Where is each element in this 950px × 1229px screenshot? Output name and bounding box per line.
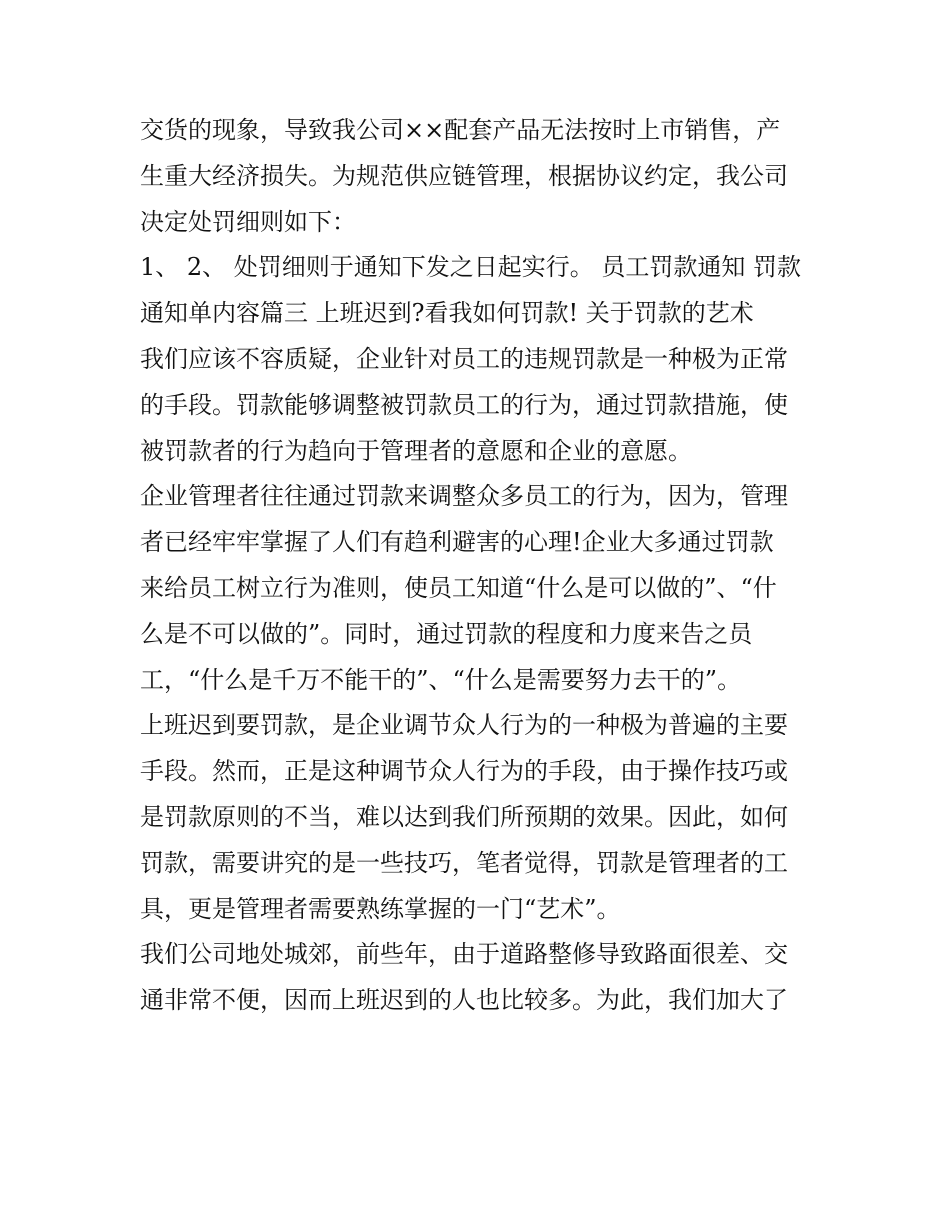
text-line: 手段。然而，正是这种调节众人行为的手段，由于操作技巧或 <box>140 757 788 786</box>
text-line: 我们应该不容质疑，企业针对员工的违规罚款是一种极为正常 <box>140 344 788 373</box>
text-line: 者已经牢牢掌握了人们有趋利避害的心理!企业大多通过罚款 <box>140 528 774 557</box>
text-line: 通知单内容篇三 上班迟到?看我如何罚款! 关于罚款的艺术 <box>140 299 754 328</box>
text-line: 么是不可以做的”。同时，通过罚款的程度和力度来告之员 <box>140 619 753 648</box>
text-line: 罚款，需要讲究的是一些技巧，笔者觉得，罚款是管理者的工 <box>140 848 788 877</box>
text-line: 我们公司地处城郊，前些年，由于道路整修导致路面很差、交 <box>140 940 788 969</box>
text-line: 来给员工树立行为准则，使员工知道“什么是可以做的”、“什 <box>140 573 777 602</box>
text-line: 被罚款者的行为趋向于管理者的意愿和企业的意愿。 <box>140 436 692 465</box>
text-line: 的手段。罚款能够调整被罚款员工的行为，通过罚款措施，使 <box>140 390 788 419</box>
text-line: 上班迟到要罚款，是企业调节众人行为的一种极为普遍的主要 <box>140 711 788 740</box>
text-line: 决定处罚细则如下： <box>140 207 356 236</box>
text-line: 生重大经济损失。为规范供应链管理，根据协议约定，我公司 <box>140 161 788 190</box>
text-line: 工，“什么是千万不能干的”、“什么是需要努力去干的”。 <box>140 665 742 694</box>
text-line: 具，更是管理者需要熟练掌握的一门“艺术”。 <box>140 894 621 923</box>
text-line: 通非常不便，因而上班迟到的人也比较多。为此，我们加大了 <box>140 986 788 1015</box>
text-line: 是罚款原则的不当，难以达到我们所预期的效果。因此，如何 <box>140 802 788 831</box>
text-line: 1、 2、 处罚细则于通知下发之日起实行。 员工罚款通知 罚款 <box>140 253 802 282</box>
document-body <box>140 108 820 1024</box>
text-line: 交货的现象，导致我公司××配套产品无法按时上市销售，产 <box>140 116 781 144</box>
text-line: 企业管理者往往通过罚款来调整众多员工的行为，因为，管理 <box>140 482 788 511</box>
